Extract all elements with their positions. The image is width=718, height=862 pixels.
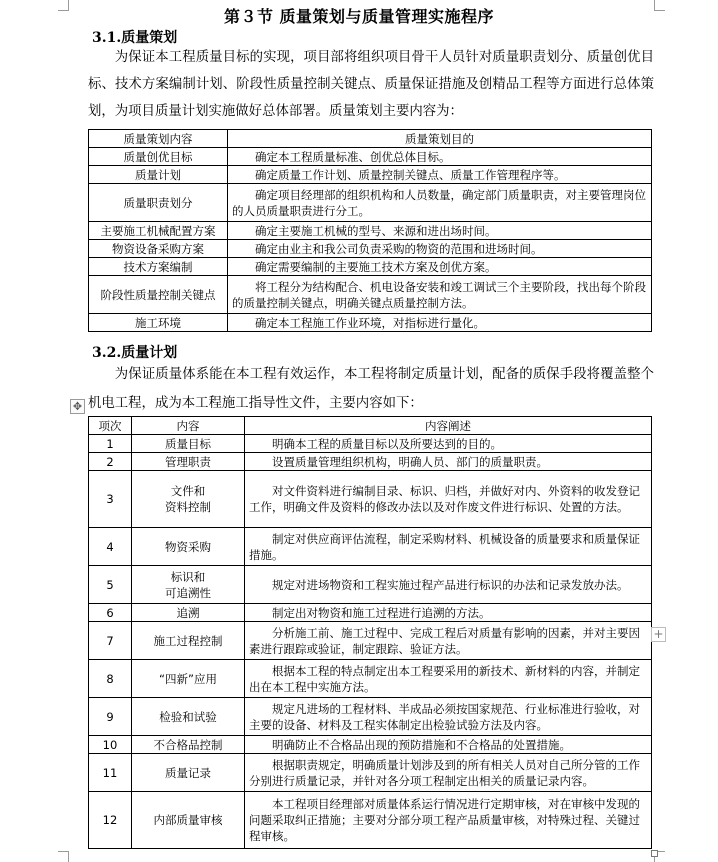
paragraph-3-1: 为保证本工程质量目标的实现，项目部将组织项目骨干人员针对质量职责划分、质量创优目标、技术方案编制计划、阶段性质量控制关键点、质量保证措施及创精品工程等方面进行总体策划，为项目质量计划实施做好总体部署。质量策划主要内容为：: [88, 50, 654, 119]
table-row: [89, 148, 652, 166]
table-cell: 9: [89, 698, 132, 736]
table-cell: 根据本工程的特点制定出本工程要采用的新技术、新材料的内容，并制定出在本工程中实施方法。: [245, 660, 652, 698]
table-cell: 主要施工机械配置方案: [89, 222, 228, 240]
table-cell: 质量计划: [89, 166, 228, 184]
table-header-row: [89, 130, 652, 148]
table-cell: 制定对供应商评估流程，制定采购材料、机械设备的质量要求和质量保证措施。: [245, 528, 652, 566]
header-cell: 质量策划内容: [89, 130, 228, 148]
table-row: [89, 528, 652, 566]
table-cell: 2: [89, 453, 132, 471]
table-row: [89, 660, 652, 698]
table-cell: 管理职责: [132, 453, 245, 471]
header-cell: 内容: [132, 417, 245, 435]
table-cell: 规定对进场物资和工程实施过程产品进行标识的办法和记录发放办法。: [245, 566, 652, 604]
table-cell: 物资采购: [132, 528, 245, 566]
table-row: [89, 792, 652, 849]
table-cell: 质量创优目标: [89, 148, 228, 166]
table-row: [89, 604, 652, 622]
table-cell: 设置质量管理组织机构，明确人员、部门的质量职责。: [245, 453, 652, 471]
table-cell: 确定由业主和我公司负责采购的物资的范围和进场时间。: [228, 240, 652, 258]
table-cell: 7: [89, 622, 132, 660]
table-cell: 10: [89, 736, 132, 754]
table-cell: 对文件资料进行编制目录、标识、归档，并做好对内、外资料的收发登记工作，明确文件及资料的修改办法以及对作废文件进行标识、处置的方法。: [245, 471, 652, 528]
table-cell: 质量职责划分: [89, 184, 228, 222]
heading-3-1: 3.1.质量策划: [92, 30, 178, 46]
table-cell: 施工过程控制: [132, 622, 245, 660]
table-row: [89, 184, 652, 222]
table-row: [89, 736, 652, 754]
table-cell: 分析施工前、施工过程中、完成工程后对质量有影响的因素，并对主要因素进行跟踪或验证，制定跟踪、验证方法。: [245, 622, 652, 660]
table-cell: 确定主要施工机械的型号、来源和进出场时间。: [228, 222, 652, 240]
table-cell: 根据职责规定，明确质量计划涉及到的所有相关人员对自己所分管的工作分别进行质量记录，并针对各分项工程制定出相关的质量记录内容。: [245, 754, 652, 792]
table-cell: 物资设备采购方案: [89, 240, 228, 258]
table-row: [89, 240, 652, 258]
table-cell: 质量记录: [132, 754, 245, 792]
table-row: [89, 471, 652, 528]
table-row: [89, 258, 652, 276]
table-move-icon[interactable]: ✥: [70, 399, 85, 414]
table-cell: 5: [89, 566, 132, 604]
table-cell: 施工环境: [89, 314, 228, 332]
table-cell: 制定出对物资和施工过程进行追溯的方法。: [245, 604, 652, 622]
table-cell: 12: [89, 792, 132, 849]
table-cell: “四新”应用: [132, 660, 245, 698]
table-cell: 检验和试验: [132, 698, 245, 736]
header-cell: 质量策划目的: [228, 130, 652, 148]
table-row: [89, 566, 652, 604]
table-cell: 11: [89, 754, 132, 792]
table-cell: 追溯: [132, 604, 245, 622]
table-cell: 确定本工程施工作业环境，对指标进行量化。: [228, 314, 652, 332]
header-cell: 内容阐述: [245, 417, 652, 435]
table-cell: 4: [89, 528, 132, 566]
table-row: [89, 622, 652, 660]
paragraph-3-2: 为保证质量体系能在本工程有效运作，本工程将制定质量计划，配备的质保手段将覆盖整个机电工程，成为本工程施工指导性文件，主要内容如下：: [88, 367, 654, 411]
header-cell: 项次: [89, 417, 132, 435]
table-row: [89, 698, 652, 736]
table-cell: 确定本工程质量标准、创优总体目标。: [228, 148, 652, 166]
table-cell: 1: [89, 435, 132, 453]
section-title: 第３节 质量策划与质量管理实施程序: [223, 7, 495, 26]
table-cell: 6: [89, 604, 132, 622]
table-cell: 8: [89, 660, 132, 698]
table-cell: 文件和 资料控制: [132, 471, 245, 528]
table-cell: 技术方案编制: [89, 258, 228, 276]
table-row: [89, 222, 652, 240]
table-row: [89, 276, 652, 314]
table-cell: 明确本工程的质量目标以及所要达到的目的。: [245, 435, 652, 453]
table-cell: 将工程分为结构配合、机电设备安装和竣工调试三个主要阶段，找出每个阶段的质量控制关键点，明确关键点质量控制方法。: [228, 276, 652, 314]
table-cell: 确定质量工作计划、质量控制关键点、质量工作管理程序等。: [228, 166, 652, 184]
table-cell: 确定项目经理部的组织机构和人员数量，确定部门质量职责，对主要管理岗位的人员质量职责进行分工。: [228, 184, 652, 222]
table-resize-handle[interactable]: [651, 850, 658, 857]
quality-plan-table: [88, 416, 652, 849]
table-cell: 标识和 可追溯性: [132, 566, 245, 604]
table-cell: 确定需要编制的主要施工技术方案及创优方案。: [228, 258, 652, 276]
table-cell: 质量目标: [132, 435, 245, 453]
table-cell: 内部质量审核: [132, 792, 245, 849]
table-header-row: [89, 417, 652, 435]
table-cell: 3: [89, 471, 132, 528]
table-cell: 不合格品控制: [132, 736, 245, 754]
add-row-icon[interactable]: +: [651, 627, 666, 642]
table-cell: 明确防止不合格品出现的预防措施和不合格品的处置措施。: [245, 736, 652, 754]
page-corner-mark: [58, 851, 69, 862]
table-row: [89, 453, 652, 471]
table-row: [89, 435, 652, 453]
table-row: [89, 314, 652, 332]
table-cell: 规定凡进场的工程材料、半成品必须按国家规范、行业标准进行验收，对主要的设备、材料及工程实体制定出检验试验方法及内容。: [245, 698, 652, 736]
table-cell: 阶段性质量控制关键点: [89, 276, 228, 314]
heading-3-2: 3.2.质量计划: [92, 345, 178, 361]
table-cell: 本工程项目经理部对质量体系运行情况进行定期审核，对在审核中发现的问题采取纠正措施；主要对分部分项工程产品质量审核，对特殊过程、关键过程审核。: [245, 792, 652, 849]
table-row: [89, 166, 652, 184]
quality-planning-table: [88, 129, 652, 332]
table-row: [89, 754, 652, 792]
